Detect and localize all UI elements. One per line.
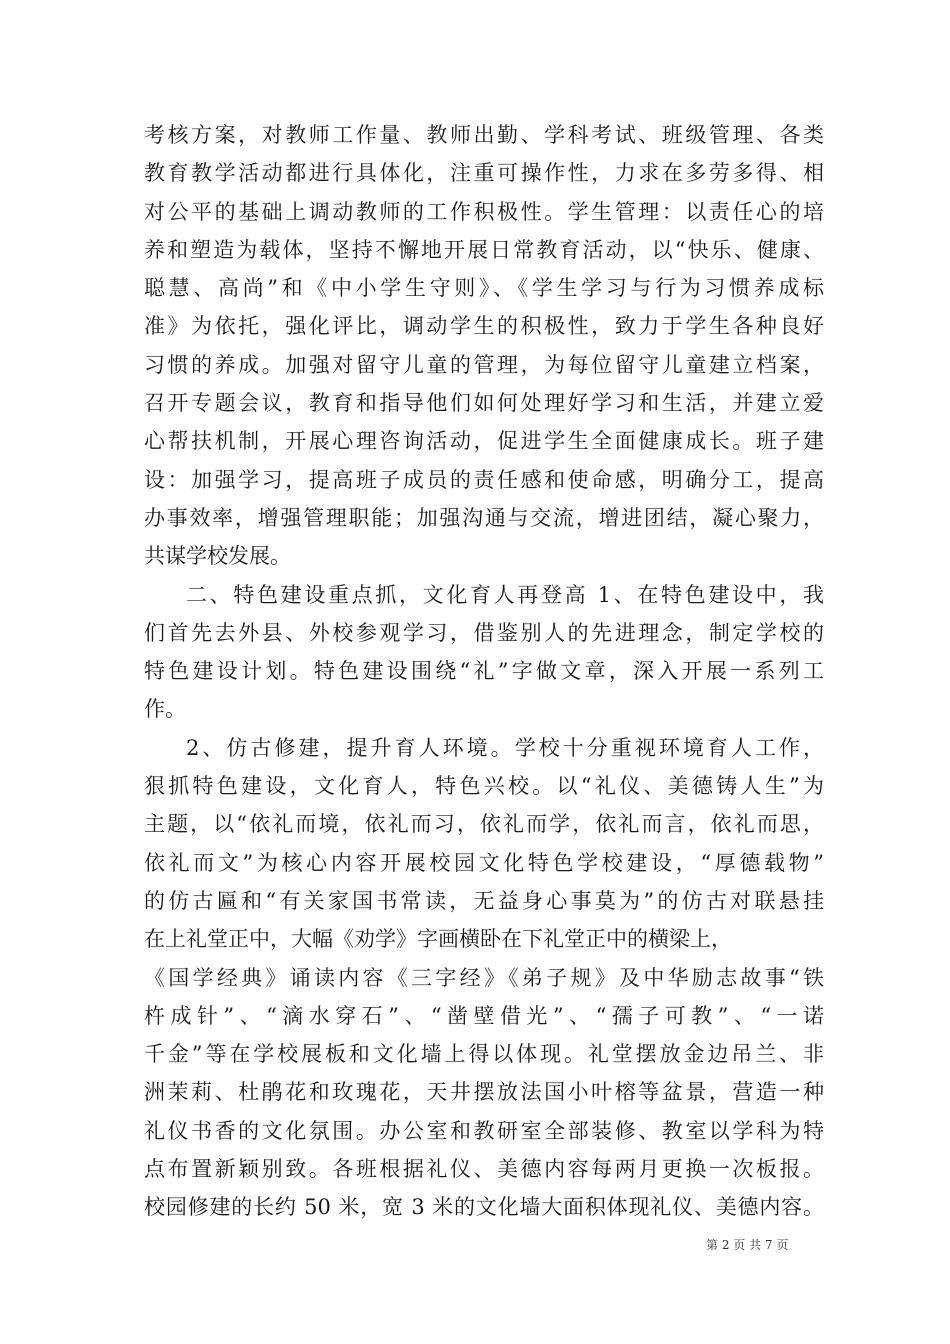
paragraph-line: 在上礼堂正中，大幅《劝学》字画横卧在下礼堂正中的横梁上， [144, 927, 732, 952]
paragraph-line: 们首先去外县、外校参观学习，借鉴别人的先进理念，制定学校的 [144, 620, 824, 645]
paragraph-line: 准》为依托，强化评比，调动学生的积极性，致力于学生各种良好 [144, 314, 824, 339]
paragraph-line: 办事效率，增强管理职能；加强沟通与交流，增进团结，凝心聚力， [144, 505, 824, 530]
paragraph-3 [144, 729, 824, 1227]
paragraph-line: 特色建设计划。特色建设围绕“礼”字做文章，深入开展一系列工 [144, 659, 824, 684]
paragraph-line: 千金”等在学校展板和文化墙上得以体现。礼堂摆放金边吊兰、非 [144, 1042, 824, 1067]
paragraph-line: 狠抓特色建设，文化育人，特色兴校。以“礼仪、美德铸人生”为 [144, 774, 824, 799]
paragraph-line: 《国学经典》诵读内容《三字经》《弟子规》及中华励志故事“铁 [144, 965, 824, 990]
paragraph-line: 教育教学活动都进行具体化，注重可操作性，力求在多劳多得、相 [144, 161, 824, 186]
document-body [144, 116, 824, 1227]
paragraph-line: 聪慧、高尚”和《中小学生守则》、《学生学习与行为习惯养成标 [144, 276, 824, 301]
paragraph-line: 校园修建的长约 50 米，宽 3 米的文化墙大面积体现礼仪、美德内容。 [144, 1195, 824, 1220]
paragraph-line: 养和塑造为载体，坚持不懈地开展日常教育活动，以“快乐、健康、 [144, 237, 824, 262]
paragraph-line: 洲茉莉、杜鹃花和玫瑰花，天井摆放法国小叶榕等盆景，营造一种 [144, 1080, 824, 1105]
paragraph-line: 杵成针”、“滴水穿石”、“凿壁借光”、“孺子可教”、“一诺 [144, 1003, 824, 1028]
paragraph-line: 主题，以“依礼而境，依礼而习，依礼而学，依礼而言，依礼而思， [144, 812, 824, 837]
paragraph-line: 考核方案，对教师工作量、教师出勤、学科考试、班级管理、各类 [144, 123, 824, 147]
paragraph-line: 礼仪书香的文化氛围。办公室和教研室全部装修、教室以学科为特 [144, 1118, 824, 1143]
paragraph-line: 依礼而文”为核心内容开展校园文化特色学校建设，“厚德载物” [144, 850, 824, 875]
paragraph-line: 二、特色建设重点抓，文化育人再登高 1、在特色建设中，我 [186, 582, 824, 607]
paragraph-2 [144, 576, 824, 729]
paragraph-line: 设：加强学习，提高班子成员的责任感和使命感，明确分工，提高 [144, 467, 824, 492]
paragraph-line: 作。 [144, 697, 186, 722]
paragraph-line: 2、仿古修建，提升育人环境。学校十分重视环境育人工作， [186, 735, 824, 760]
paragraph-line: 习惯的养成。加强对留守儿童的管理，为每位留守儿童建立档案， [144, 352, 824, 377]
paragraph-line: 共谋学校发展。 [144, 544, 291, 569]
page-number: 第 2 页 共 7 页 [706, 1238, 789, 1252]
paragraph-line: 点布置新颖别致。各班根据礼仪、美德内容每两月更换一次板报。 [144, 1157, 824, 1182]
paragraph-line: 召开专题会议，教育和指导他们如何处理好学习和生活，并建立爱 [144, 391, 824, 416]
paragraph-1 [144, 116, 824, 576]
paragraph-line: 对公平的基础上调动教师的工作积极性。学生管理：以责任心的培 [144, 199, 824, 224]
paragraph-line: 的仿古匾和“有关家国书常读，无益身心事莫为”的仿古对联悬挂 [144, 888, 824, 913]
paragraph-line: 心帮扶机制，开展心理咨询活动，促进学生全面健康成长。班子建 [144, 429, 824, 454]
